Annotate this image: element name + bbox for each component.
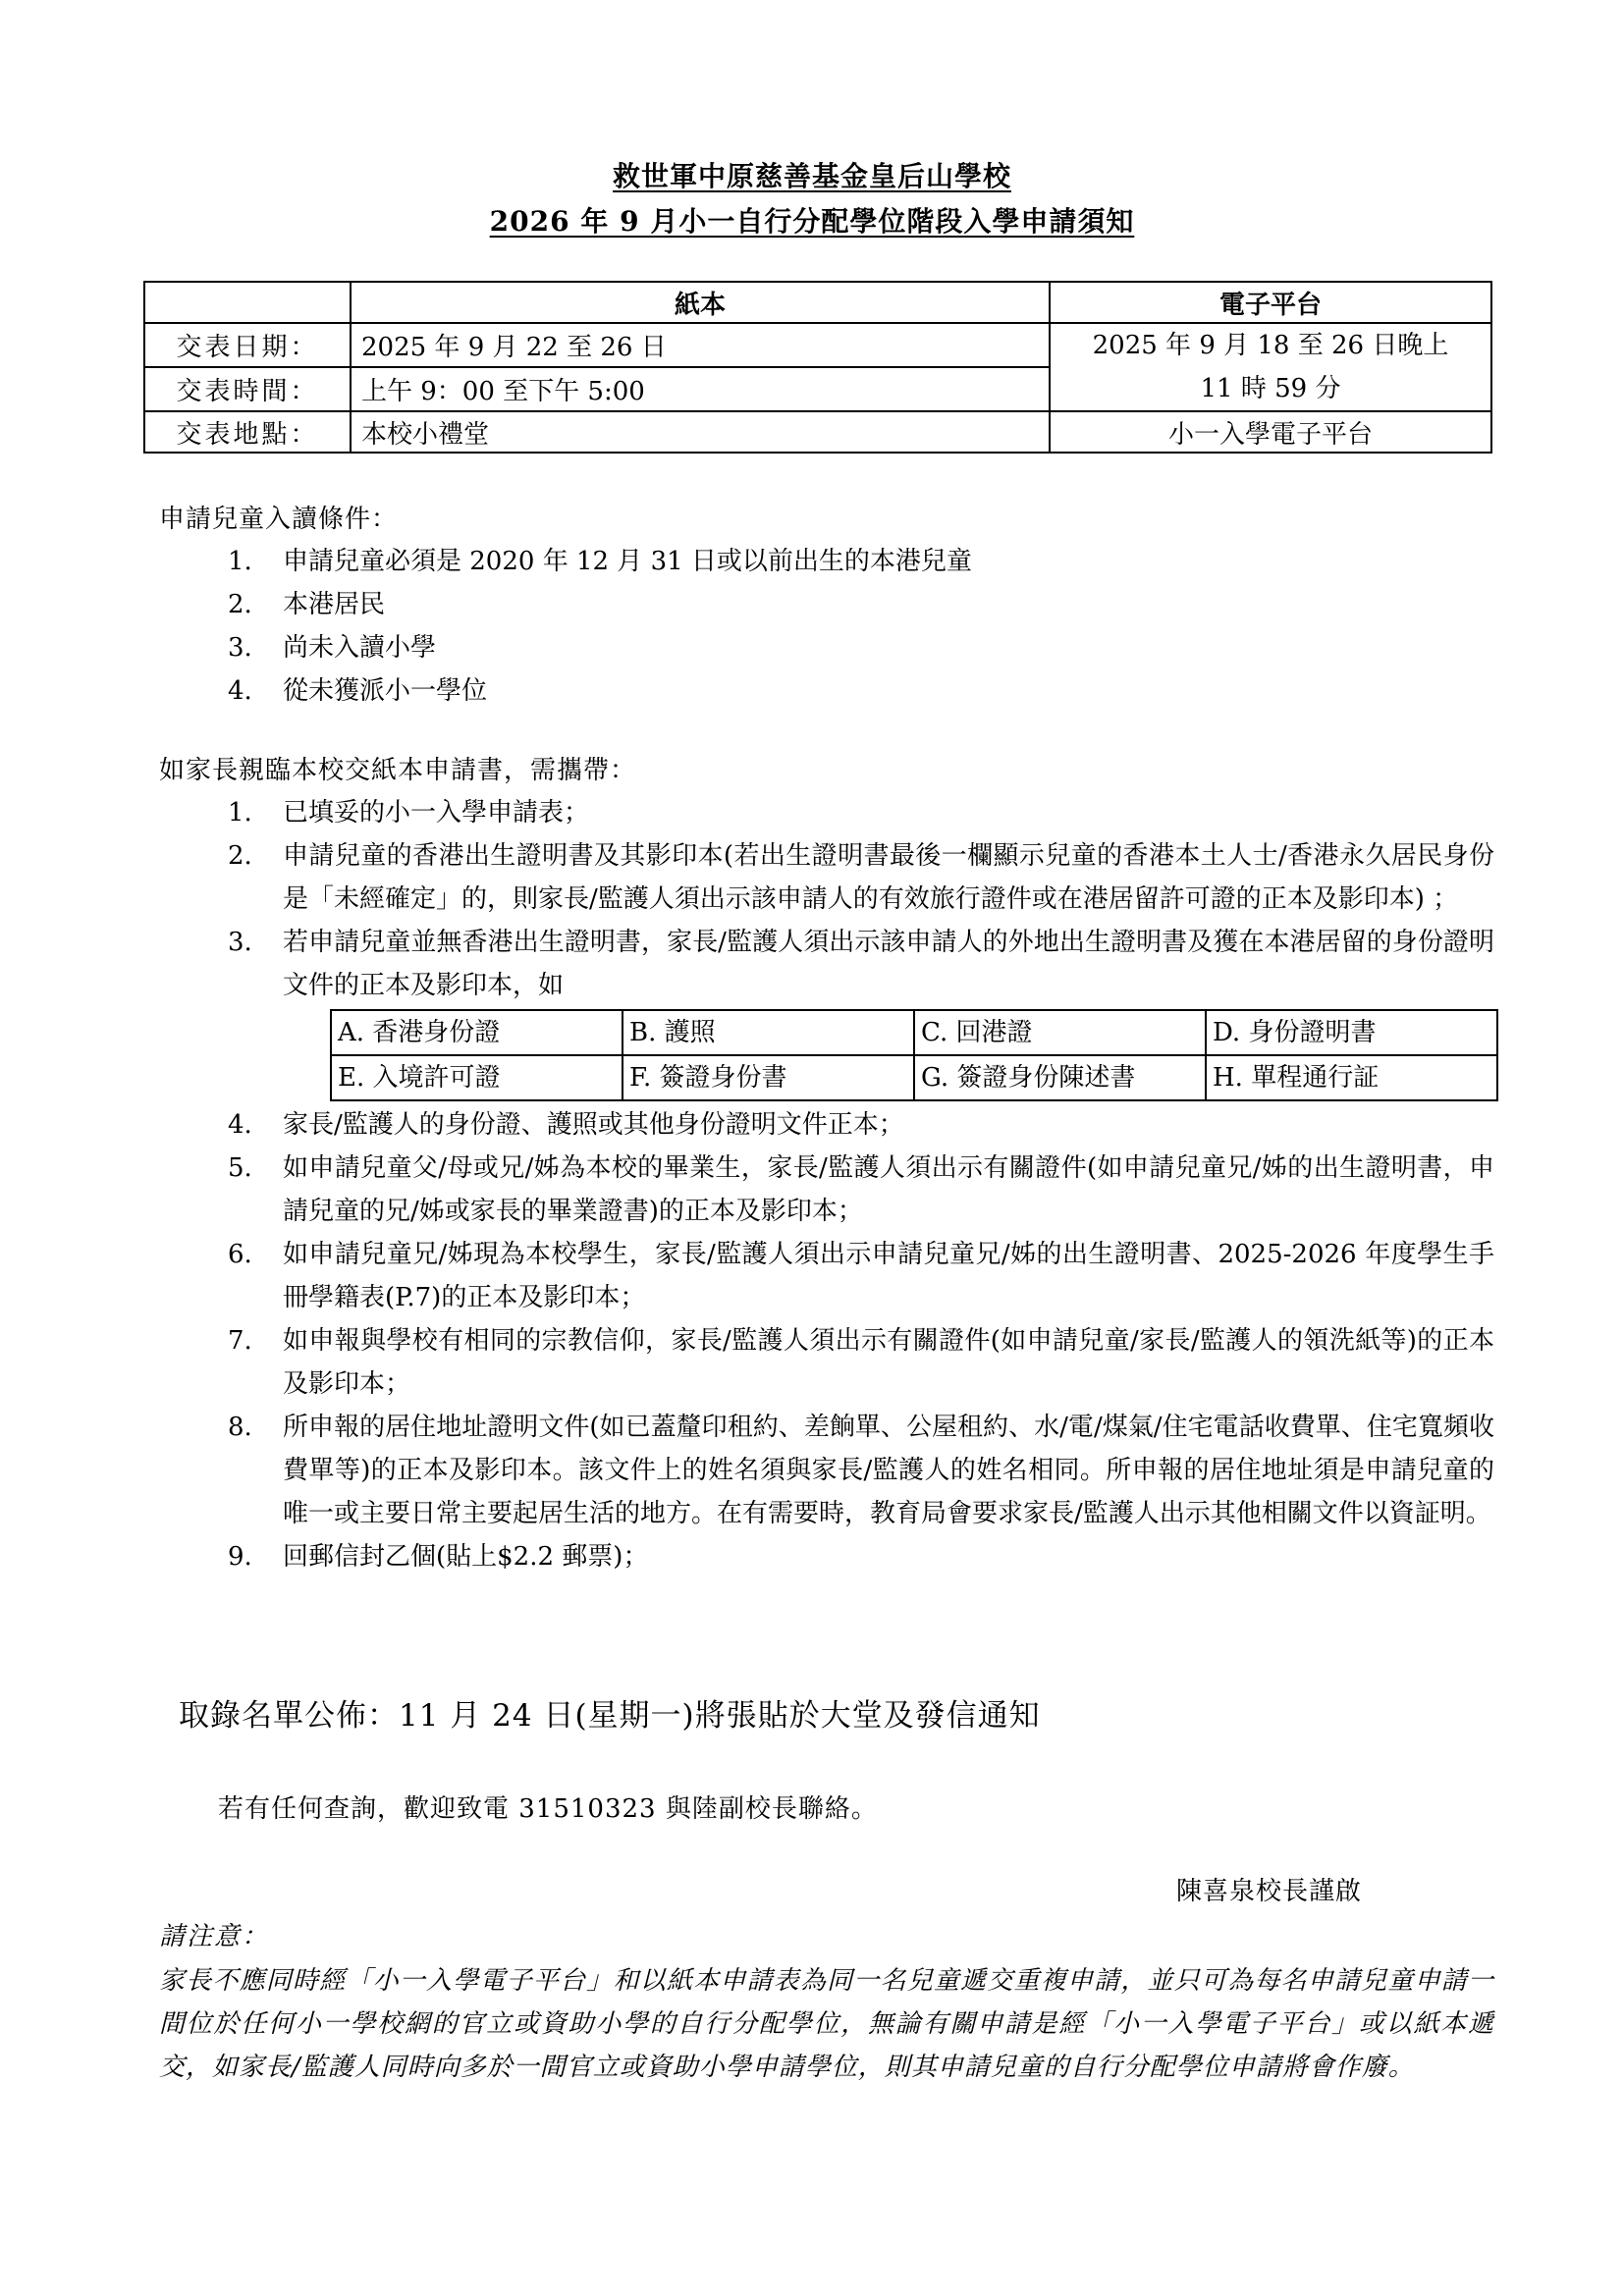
notice-title: 2026 年 9 月小一自行分配學位階段入學申請須知	[489, 205, 1135, 238]
paper-time: 上午 9：00 至下午 5:00	[351, 367, 1050, 411]
schedule-corner-cell	[144, 282, 351, 323]
id-doc-cell: H. 單程通行証	[1206, 1055, 1497, 1100]
list-item: 7. 如申報與學校有相同的宗教信仰，家長/監護人須出示有關證件(如申請兒童/家長/監護人的領洗紙等)的正本及影印本；	[228, 1326, 1494, 1399]
eligibility-list	[228, 540, 1494, 713]
list-item: 4. 從未獲派小一學位	[228, 676, 488, 706]
list-item: 2. 本港居民	[228, 590, 386, 619]
admission-announcement: 取錄名單公佈：11 月 24 日(星期一)將張貼於大堂及發信通知	[179, 1698, 1041, 1734]
list-item: 1. 申請兒童必須是 2020 年 12 月 31 日或以前出生的本港兒童	[228, 547, 972, 576]
eplatform-period	[1050, 323, 1491, 411]
list-item: 9. 回郵信封乙個(貼上$2.2 郵票)；	[228, 1542, 649, 1572]
paper-date: 2025 年 9 月 22 至 26 日	[351, 323, 1050, 367]
list-item: 3. 若申請兒童並無香港出生證明書，家長/監護人須出示該申請人的外地出生證明書及獲在本港居留的身份證明文件的正本及影印本，如 A. 香港身份證 B. 護照 C. 回港證 D. 身份證明書 E. 入境許可證 F. 簽證身份書 G. 簽證身份陳述書 H. 單程通行証	[228, 921, 1494, 1101]
principal-signature: 陳喜泉校長謹啟	[1176, 1877, 1363, 1906]
id-doc-cell: F. 簽證身份書	[623, 1055, 914, 1100]
paper-column-header: 紙本	[351, 282, 1050, 323]
list-item: 1. 已填妥的小一入學申請表；	[228, 798, 590, 828]
list-item: 3. 尚未入讀小學	[228, 633, 437, 663]
list-item: 6. 如申請兒童兄/姊現為本校學生，家長/監護人須出示申請兒童兄/姊的出生證明書、2025-2026 年度學生手冊學籍表(P.7)的正本及影印本；	[228, 1240, 1494, 1312]
eligibility-heading: 申請兒童入讀條件：	[159, 505, 399, 534]
id-doc-cell: D. 身份證明書	[1206, 1010, 1497, 1055]
note-body: 家長不應同時經「小一入學電子平台」和以紙本申請表為同一名兒童遞交重複申請，並只可為每名申請兒童申請一間位於任何小一學校網的官立或資助小學的自行分配學位，無論有關申請是經「小一入學電子平台」或以紙本遞交，如家長/監護人同時向多於一間官立或資助小學申請學位，則其申請兒童的自行分配學位申請將會作廢。	[159, 1966, 1494, 2082]
list-item: 2. 申請兒童的香港出生證明書及其影印本(若出生證明書最後一欄顯示兒童的香港本土人士/香港永久居民身份是「未經確定」的，則家長/監護人須出示該申請人的有效旅行證件或在港居留許可證的正本及影印本) ；	[228, 841, 1494, 914]
paper-location: 本校小禮堂	[351, 411, 1050, 453]
id-doc-cell: B. 護照	[623, 1010, 914, 1055]
enquiry-text: 若有任何查詢，歡迎致電 31510323 與陸副校長聯絡。	[218, 1794, 878, 1824]
date-label: 交表日期：	[144, 323, 351, 367]
list-item: 4. 家長/監護人的身份證、護照或其他身份證明文件正本；	[228, 1110, 904, 1140]
id-doc-cell: G. 簽證身份陳述書	[914, 1055, 1206, 1100]
note-heading: 請注意：	[159, 1922, 270, 1951]
eplatform-period-line2: 11 時 59 分	[1200, 374, 1341, 403]
school-name: 救世軍中原慈善基金皇后山學校	[612, 160, 1011, 192]
list-item: 5. 如申請兒童父/母或兄/姊為本校的畢業生，家長/監護人須出示有關證件(如申請兒童兄/姊的出生證明書，申請兒童的兄/姊或家長的畢業證書)的正本及影印本；	[228, 1153, 1494, 1226]
documents-heading: 如家長親臨本校交紙本申請書，需攜帶：	[159, 756, 637, 785]
location-label: 交表地點：	[144, 411, 351, 453]
time-label: 交表時間：	[144, 367, 351, 411]
id-doc-cell: E. 入境許可證	[331, 1055, 623, 1100]
schedule-table	[143, 281, 1492, 454]
eplatform-column-header: 電子平台	[1050, 282, 1491, 323]
list-item: 8. 所申報的居住地址證明文件(如已蓋釐印租約、差餉單、公屋租約、水/電/煤氣/住宅電話收費單、住宅寬頻收費單等)的正本及影印本。該文件上的姓名須與家長/監護人的姓名相同。所申報的居住地址須是申請兒童的唯一或主要日常主要起居生活的地方。在有需要時，教育局會要求家長/監護人出示其他相關文件以資証明。	[228, 1413, 1494, 1528]
id-documents-table	[330, 1009, 1498, 1101]
id-doc-cell: C. 回港證	[914, 1010, 1206, 1055]
documents-list	[228, 791, 1494, 1578]
eplatform-location: 小一入學電子平台	[1050, 411, 1491, 453]
id-doc-cell: A. 香港身份證	[331, 1010, 623, 1055]
eplatform-period-line1: 2025 年 9 月 18 至 26 日晚上	[1092, 331, 1449, 360]
